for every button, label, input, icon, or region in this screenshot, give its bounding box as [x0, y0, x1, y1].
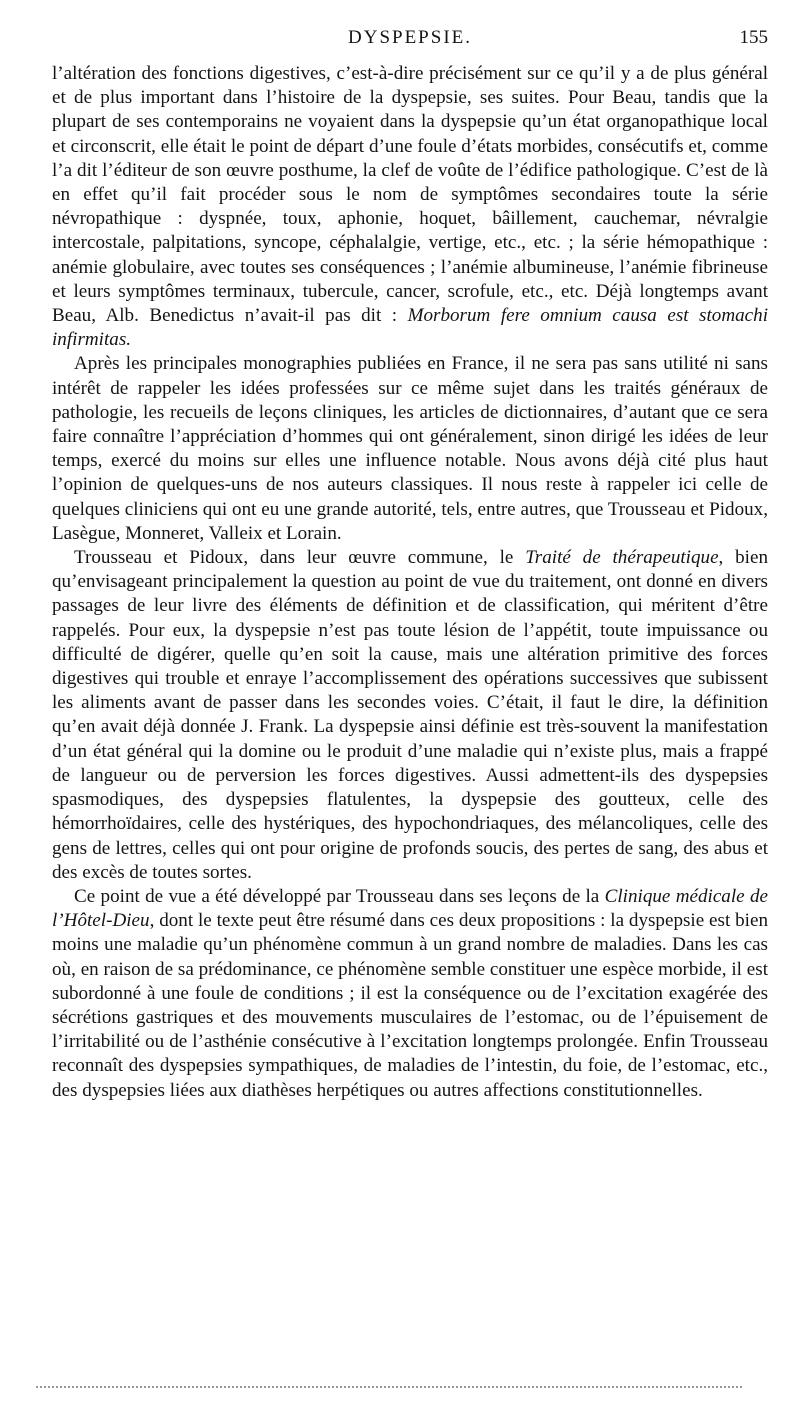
- page-number: 155: [739, 27, 768, 48]
- paragraph-text: Trousseau et Pidoux, dans leur œuvre commune, le: [74, 547, 526, 569]
- paragraph-text: Après les principales monographies publiées en France, il ne sera pas sans utilité ni sans intérêt de rappeler les idées professées sur ce même sujet dans les traités généraux de pathologie, les recueils de leçons cliniques, les articles de dictionnaires, d’autant que ce sera faire connaître l’appréciation d’hommes qui ont généralement, sinon dirigé les idées de leur temps, exercé du moins sur elles une influence notable. Nous avons déjà cité plus haut l’opinion de quelques-uns de nos auteurs classiques. Il nous reste à rappeler ici celle de quelques cliniciens qui ont eu une grande autorité, tels, entre autres, que Trousseau et Pidoux, Lasègue, Monneret, Valleix et Lorain.: [52, 353, 768, 544]
- paragraph: [52, 546, 768, 885]
- paragraph: [52, 62, 768, 352]
- paragraph: [52, 352, 768, 546]
- book-title: Clinique médicale de l’Hôtel-Dieu: [52, 885, 768, 932]
- latin-quotation: Morborum fere omnium causa est stomachi infirmitas.: [52, 305, 769, 351]
- paragraph-text: , dont le texte peut être résumé dans ces deux propositions : la dyspepsie est bien moins une maladie qu’un phénomène commun à un grand nombre de maladies. Dans les cas où, en raison de sa prédominance, ce phénomène semble constituer une espèce morbide, il est subordonné à une foule de conditions ; il est la conséquence ou de l’excitation exagérée des sécrétions gastriques et des mouvements musculaires de l’estomac, ou de l’épuisement de l’irritabilité ou de l’asthénie consécutive à l’excitation longtemps prolongée. Enfin Trousseau reconnaît des dyspepsies sympathiques, de maladies de l’intestin, du foie, de l’estomac, etc., des dyspepsies liées aux diathèses herpétiques ou autres affections constitutionnelles.: [52, 910, 768, 1101]
- body-text: [52, 62, 768, 1103]
- running-title: DYSPEPSIE.: [348, 27, 472, 48]
- book-title: Traité de thérapeutique: [525, 547, 719, 569]
- paragraph-text: Ce point de vue a été développé par Trousseau dans ses leçons de la: [74, 885, 605, 907]
- paragraph: [52, 885, 768, 1103]
- running-head: [52, 26, 768, 50]
- paragraph-text: , bien qu’envisageant principalement la question au point de vue du traitement, ont donné en divers passages de leur livre des éléments de définition et de classification, qui méritent d’être rappelés. Pour eux, la dyspepsie n’est pas toute lésion de l’appétit, toute impuissance ou difficulté de digérer, quelle qu’en soit la cause, mais une altération primitive des forces digestives qui trouble et enraye l’accomplissement des opérations successives que subissent les aliments avant de passer dans les secondes voies. C’était, il faut le dire, la définition qu’en avait déjà donnée J. Frank. La dyspepsie ainsi définie est très-souvent la manifestation d’un état général qui la domine ou le produit d’une maladie qui n’existe plus, mais a frappé de langueur ou de perversion les forces digestives. Aussi admettent-ils des dyspepsies spasmodiques, des dyspepsies flatulentes, la dyspepsie des goutteux, celle des hémorrhoïdaires, celle des hystériques, des hypochondriaques, des mélancoliques, celle des gens de lettres, celles qui ont pour origine de profonds soucis, des pertes de sang, des abus et des excès de toutes sortes.: [52, 547, 769, 883]
- bottom-dotted-rule: [36, 1386, 742, 1388]
- paragraph-text: l’altération des fonctions digestives, c’est-à-dire précisément sur ce qu’il y a de plus général et de plus important dans l’histoire de la dyspepsie, ses suites. Pour Beau, tandis que la plupart de ses contemporains ne voyaient dans la dyspepsie qu’un état organopathique local et circonscrit, elle était le point de départ d’une foule d’états morbides, consécutifs et, comme l’a dit l’éditeur de son œuvre posthume, la clef de voûte de l’édifice pathologique. C’est de là en effet qu’il fait procéder sous le nom de symptômes secondaires toute la série névropathique : dyspnée, toux, aphonie, hoquet, bâillement, cauchemar, névralgie intercostale, palpitations, syncope, céphalalgie, vertige, etc., etc. ; la série hémopathique : anémie globulaire, avec toutes ses conséquences ; l’anémie albumineuse, l’anémie fibrineuse et leurs symptômes terminaux, tubercule, cancer, scrofule, etc., etc. Déjà longtemps avant Beau, Alb. Benedictus n’avait-il pas dit :: [52, 63, 768, 327]
